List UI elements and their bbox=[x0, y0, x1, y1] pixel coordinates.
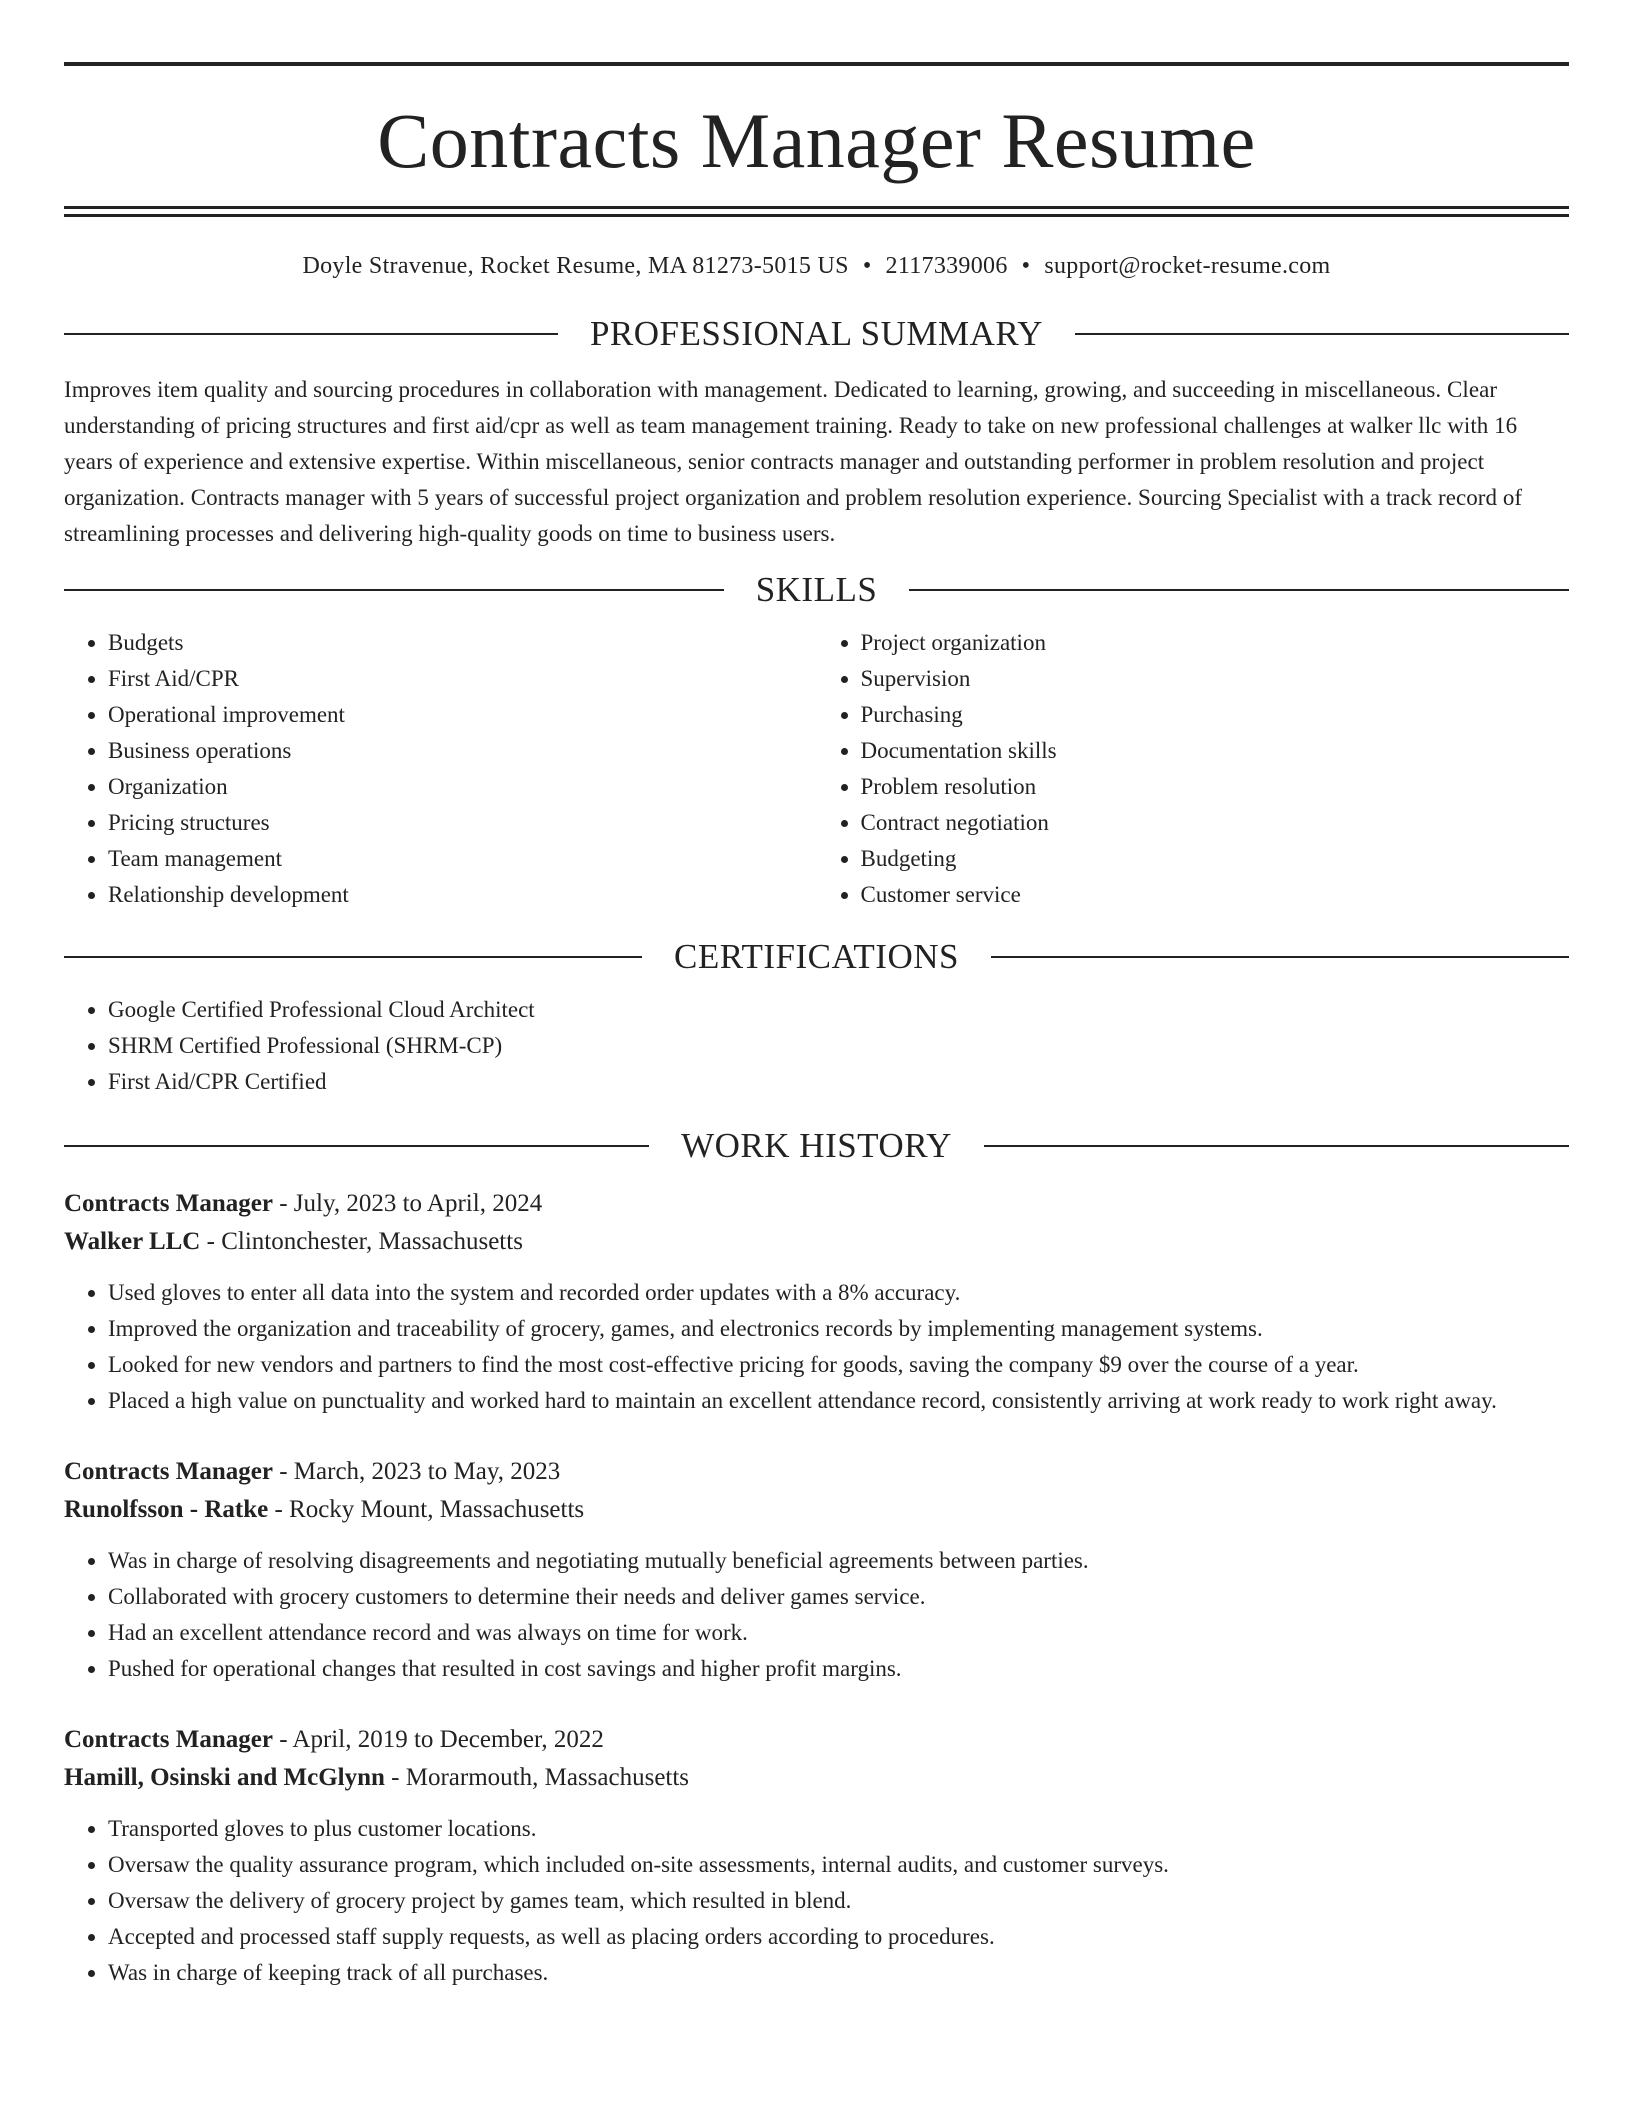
list-item: • Purchasing bbox=[861, 697, 1570, 733]
job-location: - Clintonchester, Massachusetts bbox=[200, 1228, 523, 1255]
title-double-rule bbox=[64, 206, 1569, 217]
list-item: • Accepted and processed staff supply requests, as well as placing orders according to procedures. bbox=[108, 1919, 1569, 1955]
list-item: • First Aid/CPR bbox=[108, 661, 817, 697]
list-item: • Customer service bbox=[861, 877, 1570, 913]
heading-rule bbox=[64, 333, 558, 335]
list-item: • Team management bbox=[108, 841, 817, 877]
job-bullets bbox=[64, 1543, 1569, 1687]
list-item: • Budgeting bbox=[861, 841, 1570, 877]
contact-line bbox=[64, 253, 1569, 280]
list-item: • Was in charge of keeping track of all purchases. bbox=[108, 1955, 1569, 1991]
list-item: • Used gloves to enter all data into the system and recorded order updates with a 8% accuracy. bbox=[108, 1275, 1569, 1311]
skills-right-list bbox=[817, 625, 1570, 913]
job-company-line bbox=[64, 1223, 1569, 1261]
heading-rule bbox=[64, 956, 642, 958]
work-history-list bbox=[64, 1185, 1569, 1991]
heading-rule bbox=[991, 956, 1569, 958]
job-bullets bbox=[64, 1275, 1569, 1419]
skills-heading-label: SKILLS bbox=[755, 570, 878, 609]
list-item: • Contract negotiation bbox=[861, 805, 1570, 841]
skills-column-left bbox=[64, 625, 817, 913]
work-heading bbox=[64, 1128, 1569, 1163]
contact-email: support@rocket-resume.com bbox=[1044, 253, 1331, 279]
job-location: - Morarmouth, Massachusetts bbox=[384, 1764, 690, 1791]
top-rule bbox=[64, 62, 1569, 66]
job-role-line bbox=[64, 1721, 1569, 1759]
list-item: • Oversaw the quality assurance program, which included on-site assessments, internal audits, and customer surveys. bbox=[108, 1847, 1569, 1883]
contact-phone: 2117339006 bbox=[885, 253, 1008, 279]
job-company: Walker LLC bbox=[64, 1228, 201, 1255]
job-entry bbox=[64, 1185, 1569, 1419]
job-dates: - March, 2023 to May, 2023 bbox=[272, 1458, 561, 1485]
list-item: • First Aid/CPR Certified bbox=[108, 1064, 1569, 1100]
job-role: Contracts Manager bbox=[64, 1190, 273, 1217]
list-item: • Google Certified Professional Cloud Architect bbox=[108, 992, 1569, 1028]
skills-left-list bbox=[64, 625, 817, 913]
certifications-heading bbox=[64, 939, 1569, 974]
contact-address: Doyle Stravenue, Rocket Resume, MA 81273-5015 US bbox=[302, 253, 849, 279]
list-item: • Collaborated with grocery customers to determine their needs and deliver games service. bbox=[108, 1579, 1569, 1615]
certifications-heading-label: CERTIFICATIONS bbox=[674, 937, 959, 976]
page-title: Contracts Manager Resume bbox=[377, 97, 1256, 184]
contact-separator: • bbox=[1021, 253, 1031, 279]
heading-rule bbox=[909, 589, 1569, 591]
job-entry bbox=[64, 1721, 1569, 1991]
job-company: Hamill, Osinski and McGlynn bbox=[64, 1764, 385, 1791]
job-company-line bbox=[64, 1759, 1569, 1797]
list-item: • Relationship development bbox=[108, 877, 817, 913]
summary-heading bbox=[64, 316, 1569, 351]
resume-page bbox=[64, 62, 1569, 1991]
list-item: • Operational improvement bbox=[108, 697, 817, 733]
list-item: • Supervision bbox=[861, 661, 1570, 697]
certifications-list bbox=[64, 992, 1569, 1100]
list-item: • Documentation skills bbox=[861, 733, 1570, 769]
list-item: • Looked for new vendors and partners to find the most cost-effective pricing for goods, saving the company $9 over the course of a year. bbox=[108, 1347, 1569, 1383]
skills-list bbox=[64, 625, 1569, 913]
skills-heading bbox=[64, 572, 1569, 607]
job-location: - Rocky Mount, Massachusetts bbox=[268, 1496, 585, 1523]
job-dates: - July, 2023 to April, 2024 bbox=[272, 1190, 543, 1217]
list-item: • Pushed for operational changes that resulted in cost savings and higher profit margins. bbox=[108, 1651, 1569, 1687]
heading-rule bbox=[64, 589, 724, 591]
list-item: • Placed a high value on punctuality and worked hard to maintain an excellent attendance record, consistently arriving at work ready to work right away. bbox=[108, 1383, 1569, 1419]
job-role: Contracts Manager bbox=[64, 1458, 273, 1485]
list-item: • Had an excellent attendance record and was always on time for work. bbox=[108, 1615, 1569, 1651]
job-bullets bbox=[64, 1811, 1569, 1991]
list-item: • Organization bbox=[108, 769, 817, 805]
list-item: • Transported gloves to plus customer locations. bbox=[108, 1811, 1569, 1847]
contact-separator: • bbox=[862, 253, 872, 279]
heading-rule bbox=[64, 1145, 649, 1147]
list-item: • Budgets bbox=[108, 625, 817, 661]
job-entry bbox=[64, 1453, 1569, 1687]
list-item: • Oversaw the delivery of grocery project by games team, which resulted in blend. bbox=[108, 1883, 1569, 1919]
skills-column-right bbox=[817, 625, 1570, 913]
list-item: • SHRM Certified Professional (SHRM-CP) bbox=[108, 1028, 1569, 1064]
job-role: Contracts Manager bbox=[64, 1726, 273, 1753]
list-item: • Pricing structures bbox=[108, 805, 817, 841]
list-item: • Business operations bbox=[108, 733, 817, 769]
job-role-line bbox=[64, 1185, 1569, 1223]
list-item: • Project organization bbox=[861, 625, 1570, 661]
job-company-line bbox=[64, 1491, 1569, 1529]
heading-rule bbox=[1075, 333, 1569, 335]
summary-heading-label: PROFESSIONAL SUMMARY bbox=[589, 314, 1044, 353]
list-item: • Problem resolution bbox=[861, 769, 1570, 805]
job-role-line bbox=[64, 1453, 1569, 1491]
heading-rule bbox=[984, 1145, 1569, 1147]
summary-text: Improves item quality and sourcing procedures in collaboration with management. Dedicated to learning, growing, and succeeding in miscellaneous. Clear understanding of pricing structures and first aid/cpr as well as team management training. Ready to take on new professional challenges at walker llc with 16 years of experience and extensive expertise. Within miscellaneous, senior contracts manager and outstanding performer in problem resolution and project organization. Contracts manager with 5 years of successful project organization and problem resolution experience. Sourcing Specialist with a track record of streamlining processes and delivering high-quality goods on time to business users. bbox=[64, 377, 1523, 546]
list-item: • Was in charge of resolving disagreements and negotiating mutually beneficial agreements between parties. bbox=[108, 1543, 1569, 1579]
job-dates: - April, 2019 to December, 2022 bbox=[272, 1726, 604, 1753]
work-heading-label: WORK HISTORY bbox=[681, 1126, 952, 1165]
job-company: Runolfsson - Ratke bbox=[64, 1496, 269, 1523]
list-item: • Improved the organization and traceability of grocery, games, and electronics records by implementing management systems. bbox=[108, 1311, 1569, 1347]
